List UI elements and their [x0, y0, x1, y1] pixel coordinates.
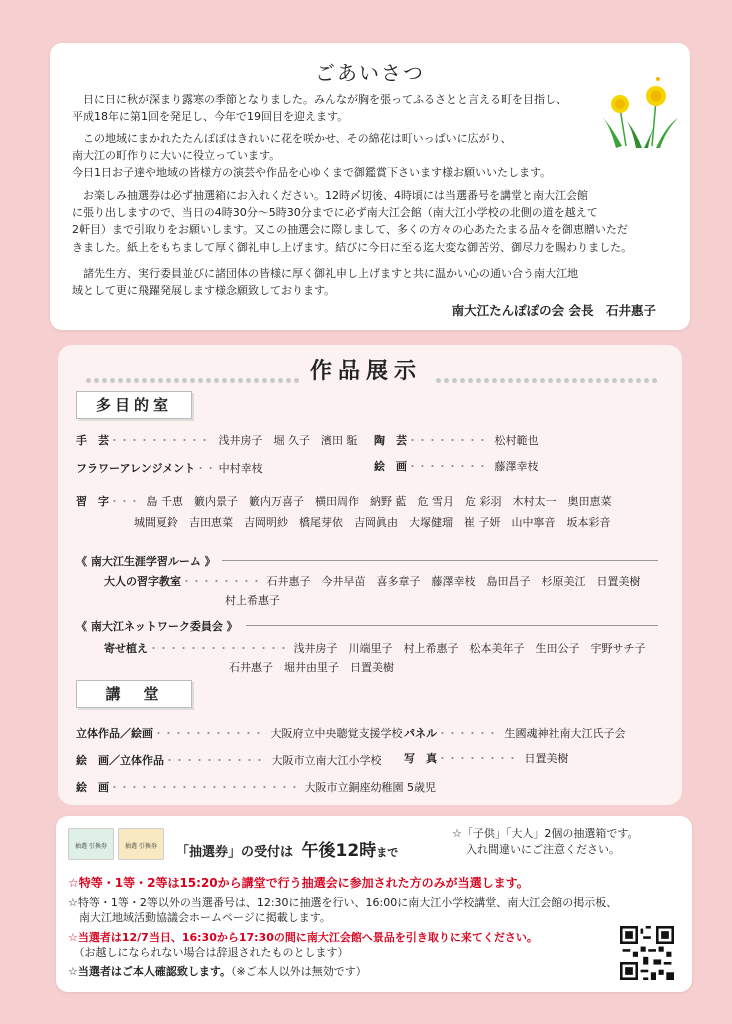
- group2-row-2: 石井惠子 堀井由里子 日置美樹: [229, 661, 394, 674]
- hall-row: 写 真・・・・・・・・ 日置美樹: [404, 752, 569, 765]
- row-label: 陶 芸: [374, 434, 407, 447]
- greeting-paragraph-4: [72, 265, 672, 299]
- lottery-line-4: ☆当選者は12/7当日、16:30から17:30の間に南大江会館へ景品を引き取りに来てください。: [68, 931, 538, 944]
- lottery-note-2: 入れ間違いにご注意ください。: [466, 843, 620, 856]
- lottery-line-5: （お越しになられない場合は辞退されたものとします）: [68, 946, 349, 959]
- text-line: この地域にまかれたたんぽぽはきれいに花を咲かせ、その綿花は町いっぱいに広がり、: [72, 132, 512, 145]
- text-line: 諸先生方、実行委員並びに諸団体の皆様に厚く御礼申し上げますと共に温かい心の通い合う南大江地: [72, 267, 578, 280]
- row-label: 絵 画／立体作品: [76, 754, 164, 767]
- row-label: 習 字: [76, 495, 109, 508]
- exhibit-row: 手 芸・・・・・・・・・・ 浅井房子 堀 久子 濱田 駈: [76, 434, 358, 447]
- row-names: 浅井房子 堀 久子 濱田 駈: [218, 434, 358, 447]
- greeting-signature: 南大江たんぽぽの会 会長 石井惠子: [451, 303, 656, 318]
- greeting-paragraph-1: [72, 91, 672, 125]
- exhibit-row: 絵 画・・・・・・・・ 藤澤幸枝: [374, 460, 539, 473]
- row-names: 大阪市立銅座幼稚園 5歳児: [304, 781, 436, 794]
- greeting-paragraph-2: [72, 130, 672, 182]
- lottery-line-3: 南大江地域活動協議会ホームページに掲載します。: [68, 911, 331, 924]
- ticket-label: 抽選 引換券: [75, 843, 107, 850]
- group2-row: 寄せ植え・・・・・・・・・・・・・・ 浅井房子 川端里子 村上希惠子 松本美年子 生田公子 宇野サチ子: [104, 642, 646, 655]
- row-names: 石井惠子 今井早苗 喜多章子 藤澤幸枝 島田昌子 杉原美江 日置美樹: [266, 575, 641, 588]
- deadline-suffix: まで: [376, 846, 399, 859]
- row-label: 絵 画: [374, 460, 407, 473]
- row-label: フラワーアレンジメント: [76, 462, 196, 475]
- ticket-label: 抽選 引換券: [125, 843, 157, 850]
- row-names: 藤澤幸枝: [494, 460, 539, 473]
- text-line: 域として更に飛躍発展します様念願致しております。: [72, 284, 336, 298]
- text-line: お楽しみ抽選券は必ず抽選箱にお入れください。12時〆切後、4時頃には当選番号を講堂と南大江会館: [72, 189, 588, 202]
- hall-row: パネル・・・・・・ 生國魂神社南大江氏子会: [404, 727, 626, 740]
- row-label: 手 芸: [76, 434, 109, 447]
- room-label-hall: 講 堂: [76, 680, 192, 708]
- row-label: 写 真: [404, 752, 437, 765]
- text-line: 日に日に秋が深まり露寒の季節となりました。みんなが胸を張ってふるさとと言える町を目指し、: [72, 93, 567, 106]
- text-line: に張り出しますので、当日の4時30分～5時30分までに必ず南大江会館（南大江小学校の北側の道を越えて: [72, 206, 598, 220]
- row-names: 浅井房子 川端里子 村上希惠子 松本美年子 生田公子 宇野サチ子: [293, 642, 646, 655]
- row-names: 大阪府立中央聴覚支援学校: [270, 727, 403, 740]
- lottery-line-6: [68, 964, 367, 979]
- text-line: 今日1日お子達や地域の皆様方の演芸や作品を心ゆくまで御鑑賞下さいます様お願いいたします。: [72, 166, 552, 180]
- group1-row: 大人の習字教室・・・・・・・・ 石井惠子 今井早苗 喜多章子 藤澤幸枝 島田昌子 杉原美江 日置美樹: [104, 575, 641, 588]
- row-names: 島 千恵 籔内景子 籔内万喜子 横田周作 納野 藍 危 雪月 危 彩羽 木村太一 奥田恵菜: [146, 495, 612, 508]
- lottery-ticket-child: [68, 828, 114, 860]
- row-label: 寄せ植え: [104, 642, 148, 655]
- dandelion-illustration: [596, 76, 684, 152]
- divider: [222, 560, 658, 561]
- qr-code-icon[interactable]: [620, 926, 674, 980]
- group-title-learning-room: 《 南大江生涯学習ルーム 》: [76, 555, 216, 568]
- lottery-ticket-adult: [118, 828, 164, 860]
- room-label-multipurpose: 多目的室: [76, 391, 192, 419]
- deadline-label: 「抽選券」の受付は: [176, 845, 294, 860]
- exhibit-title: 作品展示: [309, 359, 422, 384]
- text-line: 平成18年に第1回を発足し、今年で19回目を迎えます。: [72, 110, 349, 124]
- divider: [246, 625, 658, 626]
- hall-row: 立体作品／絵画・・・・・・・・・・・ 大阪府立中央聴覚支援学校: [76, 727, 403, 740]
- row-names: 大阪市立南大江小学校: [271, 754, 382, 767]
- hall-row: 絵 画・・・・・・・・・・・・・・・・・・・ 大阪市立銅座幼稚園 5歳児: [76, 781, 436, 794]
- deadline-time: 午後12時: [301, 841, 377, 861]
- group1-row-2: 村上希惠子: [225, 594, 280, 607]
- exhibit-row: 陶 芸・・・・・・・・ 松村範也: [374, 434, 539, 447]
- row-names: 日置美樹: [524, 752, 569, 765]
- hall-row: 絵 画／立体作品・・・・・・・・・・ 大阪市立南大江小学校: [76, 754, 382, 767]
- row-label: 立体作品／絵画: [76, 727, 153, 740]
- row-names: 松村範也: [494, 434, 539, 447]
- lottery-line-6-main: ☆当選者はご本人確認致します。: [68, 965, 231, 978]
- row-label: パネル: [404, 727, 437, 740]
- row-label: 絵 画: [76, 781, 109, 794]
- shuji-row: 習 字・・・ 島 千恵 籔内景子 籔内万喜子 横田周作 納野 藍 危 雪月 危 彩羽 木村太一 奥田恵菜: [76, 495, 612, 508]
- group-title-network: 《 南大江ネットワーク委員会 》: [76, 620, 238, 633]
- exhibit-row: フラワーアレンジメント・・ 中村幸枝: [76, 462, 263, 475]
- greeting-card: [50, 43, 690, 330]
- row-names: 生國魂神社南大江氏子会: [504, 727, 626, 740]
- text-line: 南大江の町作りに大いに役立っています。: [72, 149, 281, 163]
- text-line: 2軒目）まで引取りをお願いします。又この抽選会に際しまして、多くの方々の心あたたまる品々を御恵贈いただ: [72, 223, 628, 237]
- greeting-title: ごあいさつ: [315, 61, 425, 85]
- lottery-line-2: ☆特等・1等・2等以外の当選番号は、12:30に抽選を行い、16:00に南大江小学校講堂、南大江会館の掲示板、: [68, 896, 618, 909]
- lottery-note-1: ☆「子供」「大人」2個の抽選箱です。: [452, 827, 639, 840]
- shuji-row-2: 城間夏鈴 吉田恵菜 吉岡明紗 橋尾芽依 吉岡眞由 大塚健瑠 崔 子妍 山中寧音 坂本彩音: [134, 516, 611, 529]
- lottery-line-1: ☆特等・1等・2等は15:20から講堂で行う抽選会に参加された方のみが当選します。: [68, 876, 529, 890]
- lottery-deadline: [176, 836, 431, 862]
- row-names: 中村幸枝: [218, 462, 263, 475]
- row-label: 大人の習字教室: [104, 575, 181, 588]
- greeting-paragraph-3: [72, 187, 672, 256]
- lottery-line-6-note: （※ご本人以外は無効です）: [230, 965, 367, 978]
- text-line: きました。紙上をもちまして厚く御礼申し上げます。結びに今日に至る迄大変な御苦労、御尽力を賜わりました。: [72, 240, 633, 254]
